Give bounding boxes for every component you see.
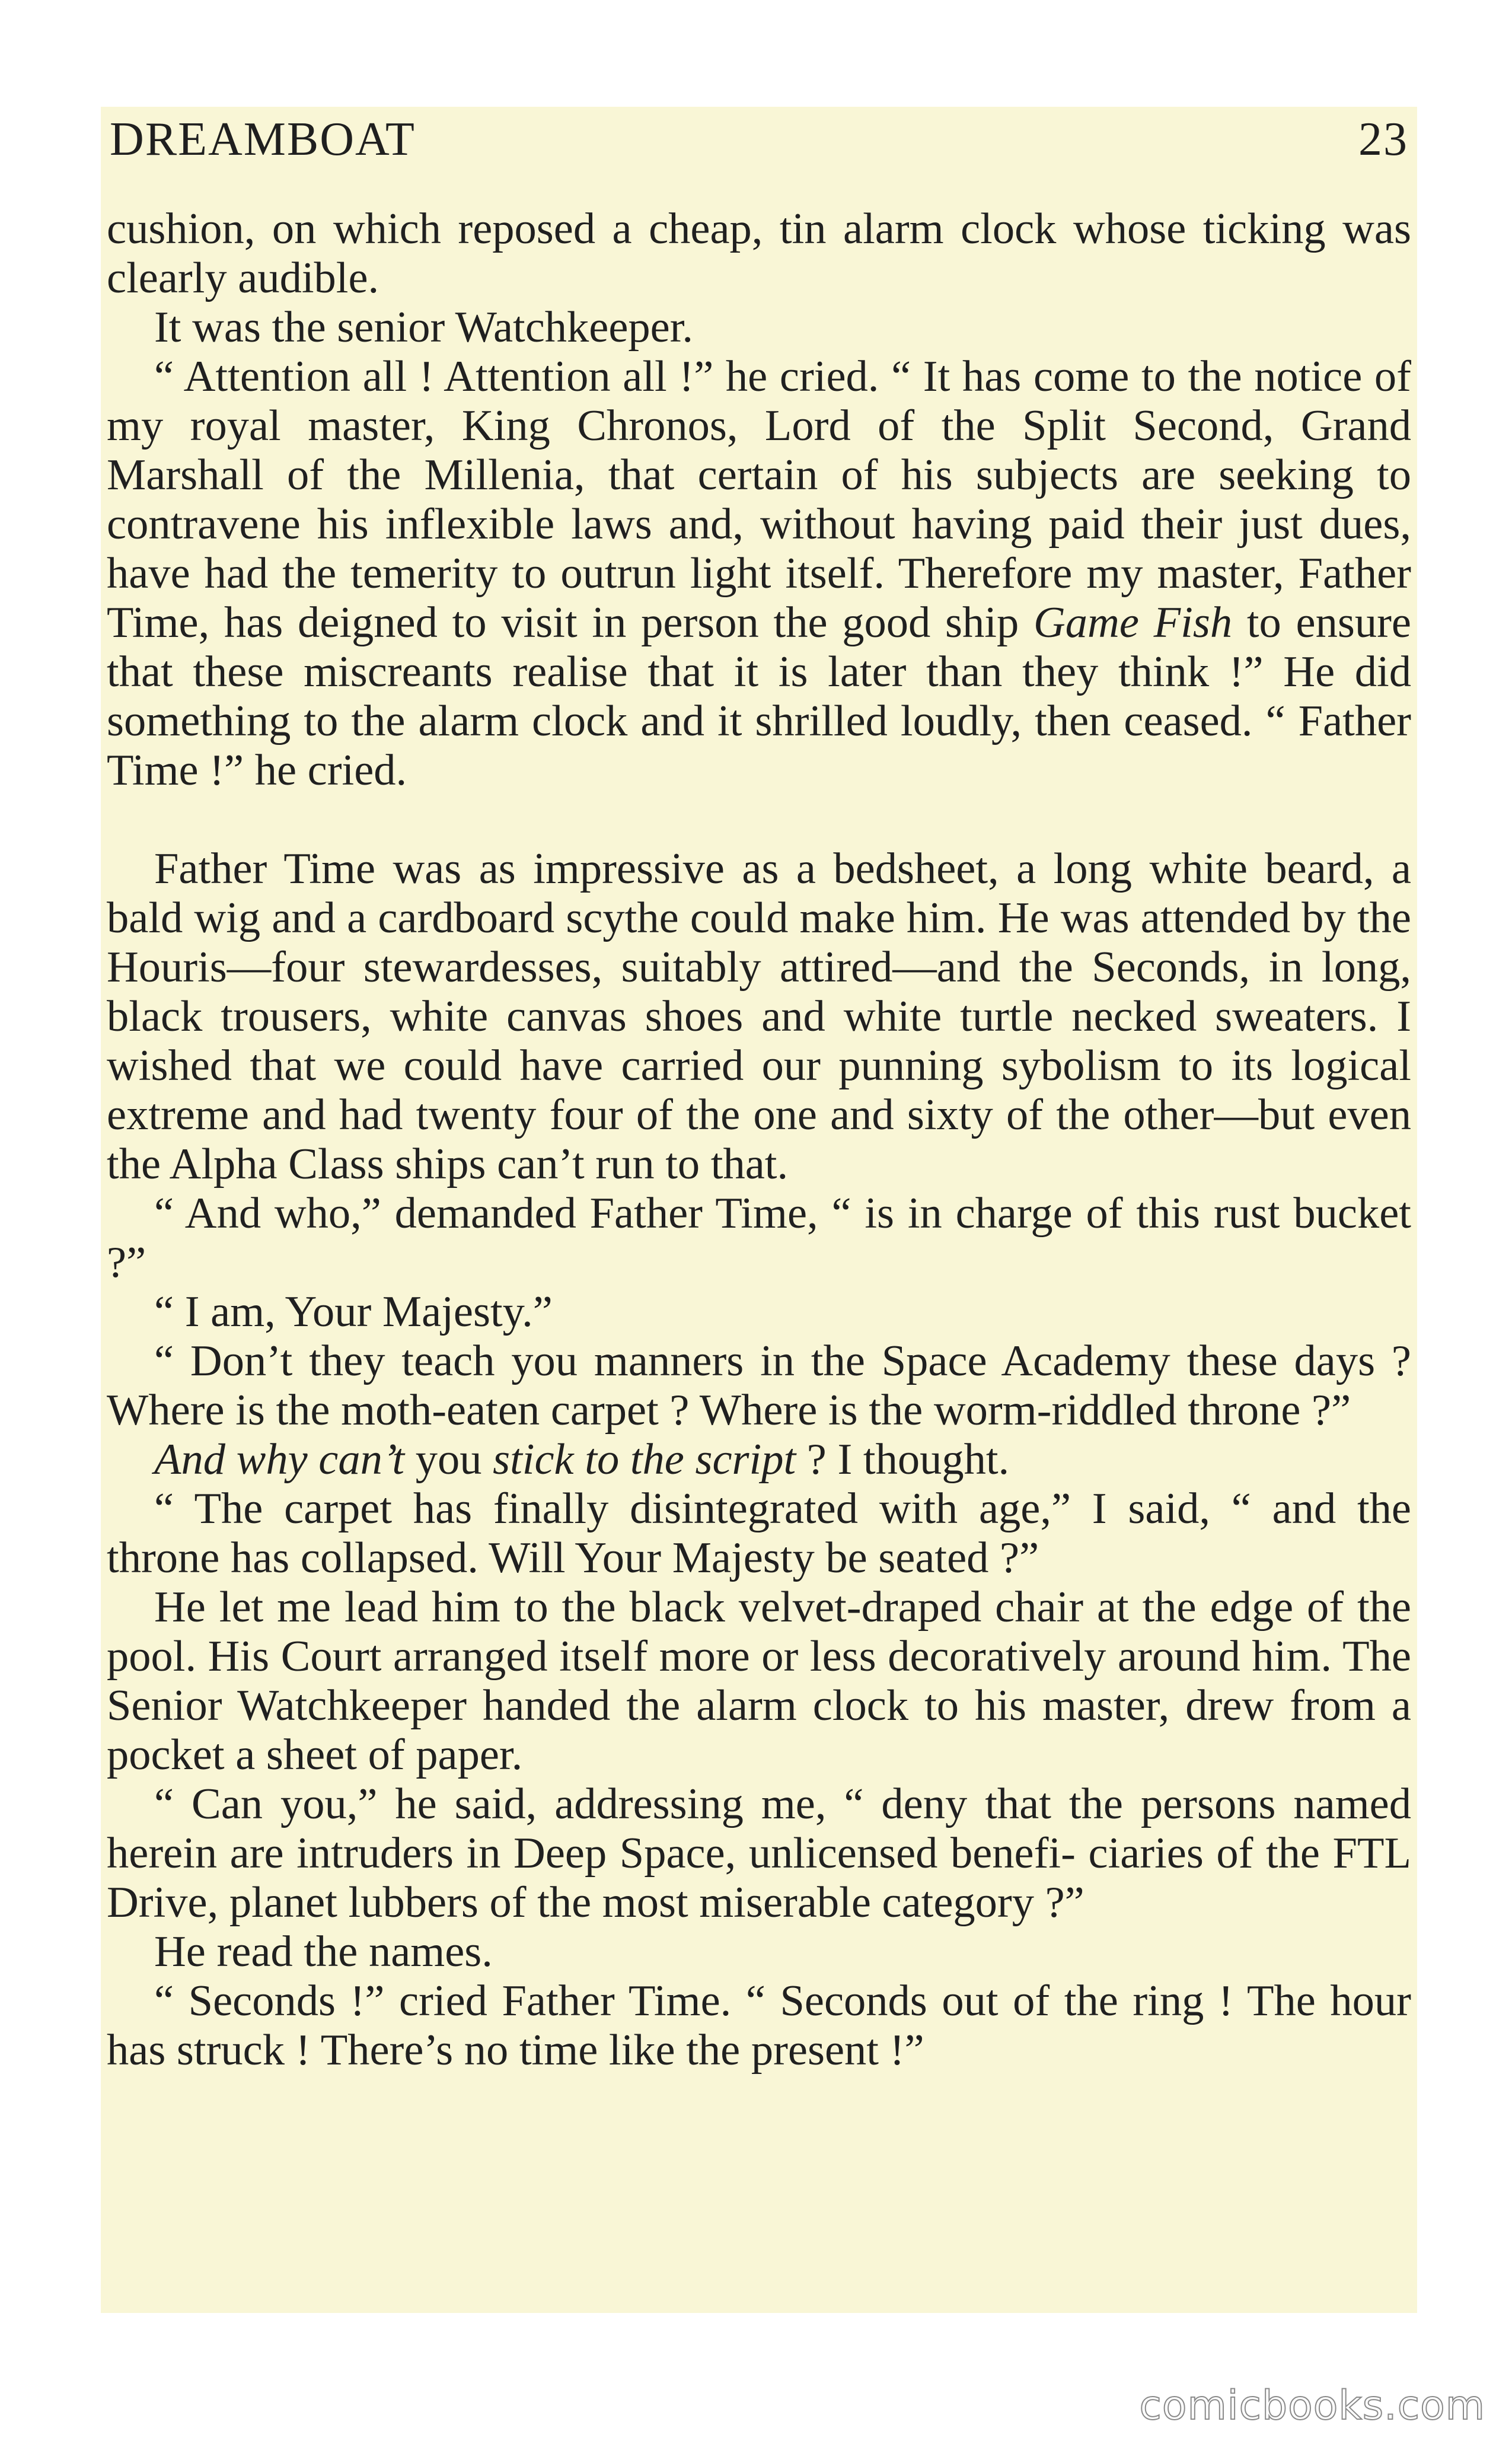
chapter-title: DREAMBOAT [110, 113, 416, 165]
watermark: comicbooks.com [1139, 2382, 1485, 2429]
paragraph: cushion, on which reposed a cheap, tin alarm clock whose ticking was clearly audible. [107, 205, 1411, 302]
paragraph: He let me lead him to the black velvet-draped chair at the edge of the pool. His Court arranged itself more or less decoratively around him. The Senior Watchkeeper handed the alarm clock to his master, drew from a pocket a sheet of paper. [107, 1583, 1411, 1779]
paragraph: It was the senior Watchkeeper. [154, 303, 694, 352]
paragraph-text: “ Attention all ! Attention all !” he cried. “ It has come to the notice of my royal master, King Chronos, Lord of the Split Second, Grand Marshall of the Millenia, that certain of his subjects are seeking to contravene his inflexible laws and, without having paid their just dues, have had the temerity to outrun light itself. Therefore my master, Father Time, has deigned to visit in person the good ship [107, 352, 1411, 647]
paragraph: “ And who,” demanded Father Time, “ is in charge of this rust bucket ?” [107, 1189, 1411, 1287]
paragraph: “ The carpet has finally disintegrated with age,” I said, “ and the throne has collapsed. Will Your Majesty be seated ?” [107, 1484, 1411, 1582]
page-number: 23 [1358, 113, 1408, 165]
paragraph-text: you [404, 1435, 493, 1484]
paragraph: Father Time was as impressive as a bedsheet, a long white beard, a bald wig and a cardboard scythe could make him. He was attended by the Houris—four stewardesses, suitably attired—and the Seconds, in long, black trousers, white canvas shoes and white turtle necked sweaters. I wished that we could have carried our punning sybolism to its logical extreme and had twenty four of the one and sixty of the other—but even the Alpha Class ships can’t run to that. [107, 845, 1411, 1189]
paragraph: “ Seconds !” cried Father Time. “ Seconds out of the ring ! The hour has struck ! There’s no time like the present !” [107, 1977, 1411, 2075]
paragraph-text: to ensure that these miscreants realise that it is later than they think !” He did something to the alarm clock and it shrilled loudly, then ceased. “ Father Time !” he cried. [107, 598, 1411, 795]
paragraph [107, 1435, 1411, 1484]
italic-text: And why can’t [154, 1435, 405, 1484]
ship-name: Game Fish [1033, 598, 1233, 647]
paragraph [107, 352, 1411, 795]
paragraph: “ I am, Your Majesty.” [154, 1288, 553, 1336]
paragraph: “ Don’t they teach you manners in the Space Academy these days ? Where is the moth-eaten carpet ? Where is the worm-riddled throne ?” [107, 1337, 1411, 1435]
italic-text: stick to the script [493, 1435, 796, 1484]
paragraph-text: ? I thought. [796, 1435, 1010, 1484]
paragraph: “ Can you,” he said, addressing me, “ deny that the persons named herein are intruders in Deep Space, unlicensed benefi- ciaries of the FTL Drive, planet lubbers of the most miserable category ?” [107, 1780, 1411, 1927]
body-text [107, 205, 1411, 2075]
paragraph: He read the names. [154, 1927, 493, 1976]
section-break [107, 795, 1411, 845]
running-head [110, 113, 1408, 167]
